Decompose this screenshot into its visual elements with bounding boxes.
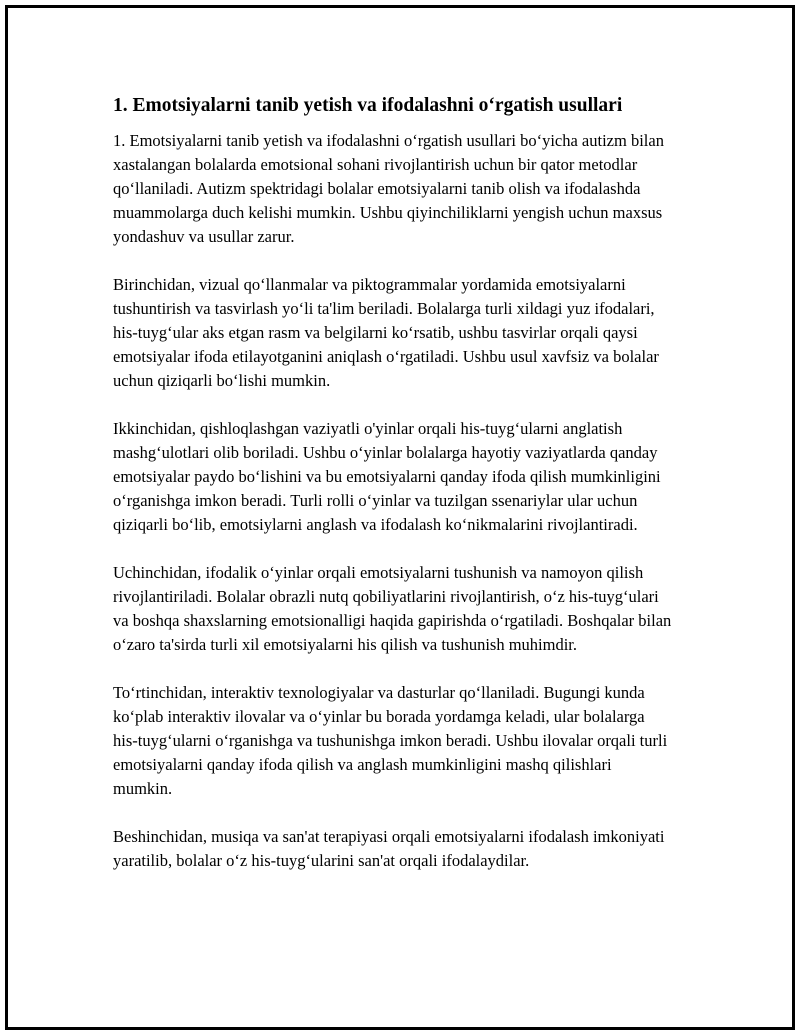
paragraph-intro: 1. Emotsiyalarni tanib yetish va ifodalashni o‘rgatish usullari bo‘yicha autizm bilan xastalangan bolalarda emotsional sohani rivojlantirish uchun bir qator metodlar qo‘llaniladi. Autizm spektridagi bolalar emotsiyalarni tanib olish va ifodalashda muammolarga duch kelishi mumkin. Ushbu qiyinchiliklarni yengish uchun maxsus yondashuv va usullar zarur. xyxy=(113,131,664,246)
paragraph-fourth: To‘rtinchidan, interaktiv texnologiyalar va dasturlar qo‘llaniladi. Bugungi kunda ko‘plab interaktiv ilovalar va o‘yinlar bu borada yordamga keladi, ular bolalarga his-tuyg‘ularni o‘rganishga va tushunishga imkon beradi. Ushbu ilovalar orqali turli emotsiyalarni qanday ifoda qilish va anglash mumkinligini mashq qilishlari mumkin. xyxy=(113,683,668,798)
document-body xyxy=(113,92,673,897)
paragraph-fifth: Beshinchidan, musiqa va san'at terapiyasi orqali emotsiyalarni ifodalash imkoniyati yaratilib, bolalar o‘z his-tuyg‘ularini san'at orqali ifodalaydilar. xyxy=(113,827,665,870)
paragraph-second: Ikkinchidan, qishloqlashgan vaziyatli o'yinlar orqali his-tuyg‘ularni anglatish mashg‘ulotlari olib boriladi. Ushbu o‘yinlar bolalarga hayotiy vaziyatlarda qanday emotsiyalar paydo bo‘lishini va bu emotsiyalarni qanday ifoda qilish mumkinligini o‘rganishga imkon beradi. Turli rolli o‘yinlar va tuzilgan ssenariylar ular uchun qiziqarli bo‘lib, emotsiylarni anglash va ifodalash ko‘nikmalarini rivojlantiradi. xyxy=(113,419,661,534)
document-heading: 1. Emotsiyalarni tanib yetish va ifodalashni o‘rgatish usullari xyxy=(113,95,623,116)
paragraph-first: Birinchidan, vizual qo‘llanmalar va piktogrammalar yordamida emotsiyalarni tushuntirish va tasvirlash yo‘li ta'lim beriladi. Bolalarga turli xildagi yuz ifodalari, his-tuyg‘ular aks etgan rasm va belgilarni ko‘rsatib, ushbu tasvirlar orqali qaysi emotsiyalar ifoda etilayotganini aniqlash o‘rgatiladi. Ushbu usul xavfsiz va bolalar uchun qiziqarli bo‘lishi mumkin. xyxy=(113,275,659,390)
paragraph-third: Uchinchidan, ifodalik o‘yinlar orqali emotsiyalarni tushunish va namoyon qilish rivojlantiriladi. Bolalar obrazli nutq qobiliyatlarini rivojlantirish, o‘z his-tuyg‘ulari va boshqa shaxslarning emotsionalligi haqida gapirishda o‘rgatiladi. Boshqalar bilan o‘zaro ta'sirda turli xil emotsiyalarni his qilish va tushunish muhimdir. xyxy=(113,563,672,654)
